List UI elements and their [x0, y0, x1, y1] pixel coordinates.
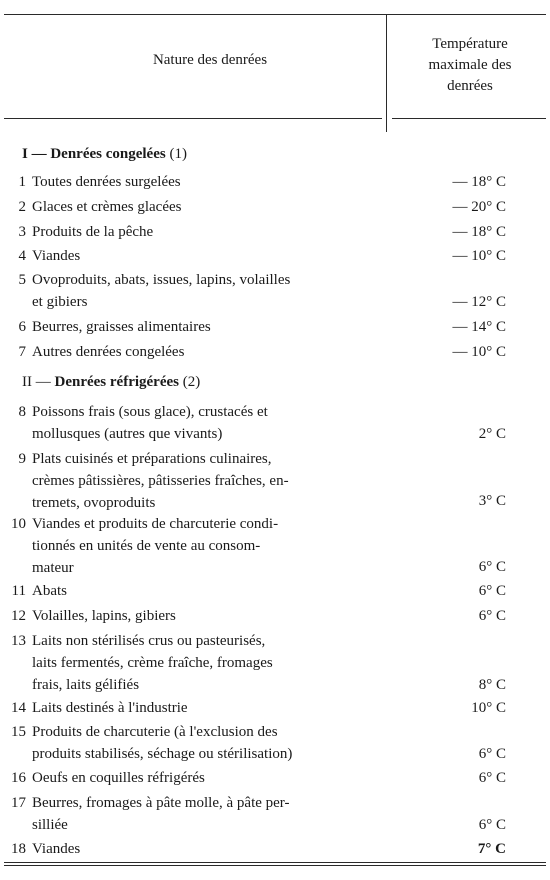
section-title: Denrées congelées — [50, 146, 166, 162]
row-temperature: 6° C — [478, 583, 506, 599]
row-temperature: — 20° C — [452, 199, 506, 215]
row-temperature: — 18° C — [452, 174, 506, 190]
row-temperature: 6° C — [478, 817, 506, 833]
row-number: 17 — [11, 795, 26, 811]
row-temperature: 6° C — [478, 608, 506, 624]
row-label: Oeufs en coquilles réfrigérés — [32, 770, 205, 786]
header-column-divider — [386, 14, 387, 132]
row-temperature: 6° C — [478, 770, 506, 786]
row-label: Poissons frais (sous glace), crustacés et mollusques (autres que vivants) — [32, 404, 268, 442]
top-rule — [4, 14, 546, 15]
row-label: Toutes denrées surgelées — [32, 174, 181, 190]
row-number: 1 — [18, 174, 26, 190]
row-number: 18 — [11, 841, 26, 857]
row-number: 3 — [18, 224, 26, 240]
row-number: 6 — [18, 319, 26, 335]
row-label: Plats cuisinés et préparations culinaires, crèmes pâtissières, pâtisseries fraîches, en- tremets, ovoproduits — [32, 451, 289, 511]
row-temperature: — 14° C — [452, 319, 506, 335]
row-number: 5 — [18, 272, 26, 288]
section-heading-congelees — [22, 144, 187, 164]
row-label: Viandes et produits de charcuterie condi- tionnés en unités de vente au consom- mateur — [32, 516, 279, 576]
row-label: Ovoproduits, abats, issues, lapins, volailles et gibiers — [32, 272, 291, 310]
row-number: 16 — [11, 770, 26, 786]
row-temperature: — 10° C — [452, 248, 506, 264]
row-number: 8 — [18, 404, 26, 420]
bottom-rule-secondary — [4, 865, 546, 866]
row-number: 12 — [11, 608, 26, 624]
row-label: Autres denrées congelées — [32, 344, 185, 360]
header-bottom-rule-left — [4, 118, 382, 119]
header-nature-des-denrees: Nature des denrées — [152, 52, 268, 68]
row-number: 4 — [18, 248, 26, 264]
row-temperature: 6° C — [478, 746, 506, 762]
row-number: 9 — [18, 451, 26, 467]
row-temperature: 8° C — [478, 677, 506, 693]
row-label: Beurres, fromages à pâte molle, à pâte per- silliée — [32, 795, 290, 833]
row-number: 15 — [11, 724, 26, 740]
row-label: Beurres, graisses alimentaires — [32, 319, 211, 335]
row-temperature: 10° C — [471, 700, 506, 716]
row-label: Laits destinés à l'industrie — [32, 700, 188, 716]
row-number: 11 — [11, 583, 26, 599]
section-heading-refrigerees — [22, 372, 200, 392]
section-prefix: II — — [22, 374, 51, 390]
row-label: Viandes — [32, 248, 81, 264]
row-number: 2 — [18, 199, 26, 215]
row-temperature: 6° C — [478, 559, 506, 575]
row-label: Abats — [32, 583, 67, 599]
row-temperature: 2° C — [478, 426, 506, 442]
row-number: 7 — [18, 344, 26, 360]
row-label: Laits non stérilisés crus ou pasteurisés, laits fermentés, crème fraîche, fromages frais, laits gélifiés — [32, 633, 273, 693]
header-temperature-maximale: Température maximale des denrées — [428, 36, 512, 94]
bottom-rule — [4, 862, 546, 863]
row-temperature: — 12° C — [452, 294, 506, 310]
row-temperature: — 10° C — [452, 344, 506, 360]
row-number: 13 — [11, 633, 26, 649]
row-label: Glaces et crèmes glacées — [32, 199, 182, 215]
row-number: 10 — [11, 516, 26, 532]
section-title: Denrées réfrigérées — [54, 374, 179, 390]
section-note: (2) — [182, 374, 201, 390]
row-temperature: — 18° C — [452, 224, 506, 240]
header-bottom-rule-right — [392, 118, 546, 119]
section-prefix: I — — [22, 146, 47, 162]
row-temperature: 3° C — [478, 493, 506, 509]
section-note: (1) — [169, 146, 187, 162]
row-label: Produits de la pêche — [32, 224, 154, 240]
row-label: Volailles, lapins, gibiers — [32, 608, 176, 624]
row-number: 14 — [11, 700, 26, 716]
row-label: Viandes — [32, 841, 81, 857]
row-temperature: 7° C — [477, 841, 506, 857]
row-label: Produits de charcuterie (à l'exclusion des produits stabilisés, séchage ou stérilisation) — [32, 724, 293, 762]
